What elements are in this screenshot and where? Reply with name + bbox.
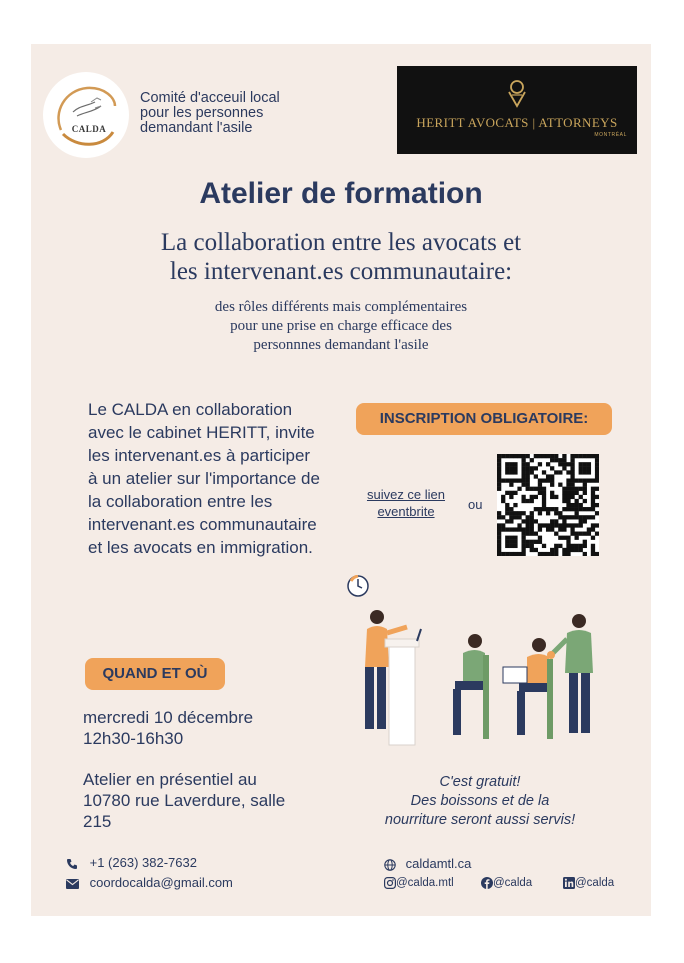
committee-line: pour les personnes [140,105,264,121]
qr-code[interactable] [497,454,599,556]
tagline [31,298,651,355]
heritt-name: HERITT AVOCATS | ATTORNEYS [416,115,618,130]
committee-line: Comité d'acceuil local [140,90,280,106]
free-note-line: C'est gratuit! [439,774,521,790]
event-time: 12h30-16h30 [83,729,184,748]
instagram-contact[interactable] [384,877,454,889]
phone-contact[interactable] [66,855,197,870]
calda-logo [43,72,129,158]
website-contact[interactable] [384,856,471,871]
email-contact[interactable] [66,875,233,890]
calda-logo-graphic [43,72,129,158]
globe-icon [384,859,396,871]
event-location [83,769,323,832]
qr-code-graphic [497,454,599,556]
phone-number: +1 (263) 382-7632 [89,855,197,870]
facebook-handle: @calda [493,877,533,890]
committee-line: demandant l'asile [140,120,253,136]
link-line: eventbrite [377,504,435,519]
phone-icon [66,858,78,870]
location-line: 215 [83,812,112,831]
people-meeting-graphic [343,575,613,747]
instagram-icon [384,877,396,889]
location-line: Atelier en présentiel au [83,770,257,789]
tagline-line: pour une prise en charge efficace des [230,318,452,334]
location-line: 10780 rue Laverdure, salle [83,791,286,810]
heritt-emblem-icon [503,78,531,108]
linkedin-contact[interactable] [563,877,614,889]
event-date: mercredi 10 décembre [83,708,254,727]
linkedin-icon [563,877,575,889]
meeting-illustration [343,575,613,747]
event-datetime [83,707,313,749]
facebook-contact[interactable] [481,877,532,889]
website-url: caldamtl.ca [405,856,472,871]
committee-name [140,91,340,136]
when-where-badge: QUAND ET OÙ [85,658,225,690]
calda-logo-text: CALDA [71,124,107,134]
subtitle-line: les intervenant.es communautaire: [169,258,513,285]
free-note-line: nourriture seront aussi servis! [384,812,576,828]
email-address: coordocalda@gmail.com [89,875,233,890]
free-note-line: Des boissons et de la [410,793,550,809]
heritt-logo [397,66,637,154]
link-line: suivez ce lien [366,487,446,502]
heritt-city: MONTRÉAL [594,132,627,138]
eventbrite-link[interactable] [356,486,456,520]
envelope-icon [66,879,79,889]
facebook-icon [481,877,493,889]
page-title: Atelier de formation [199,177,483,210]
subtitle [31,228,651,286]
registration-badge: INSCRIPTION OBLIGATOIRE: [356,403,612,435]
subtitle-line: La collaboration entre les avocats et [160,229,522,256]
linkedin-handle: @calda [575,877,615,890]
intro-paragraph: Le CALDA en collaboration avec le cabinet HERITT, invite les intervenant.es à participer à un atelier sur l'importance de la collaboration entre les intervenant.es communautaire et les avocats en immigration. [88,400,320,557]
instagram-handle: @calda.mtl [396,877,454,890]
tagline-line: personnnes demandant l'asile [253,337,429,353]
tagline-line: des rôles différents mais complémentaires [214,299,468,315]
or-label: ou [468,497,483,512]
free-note [360,773,600,830]
